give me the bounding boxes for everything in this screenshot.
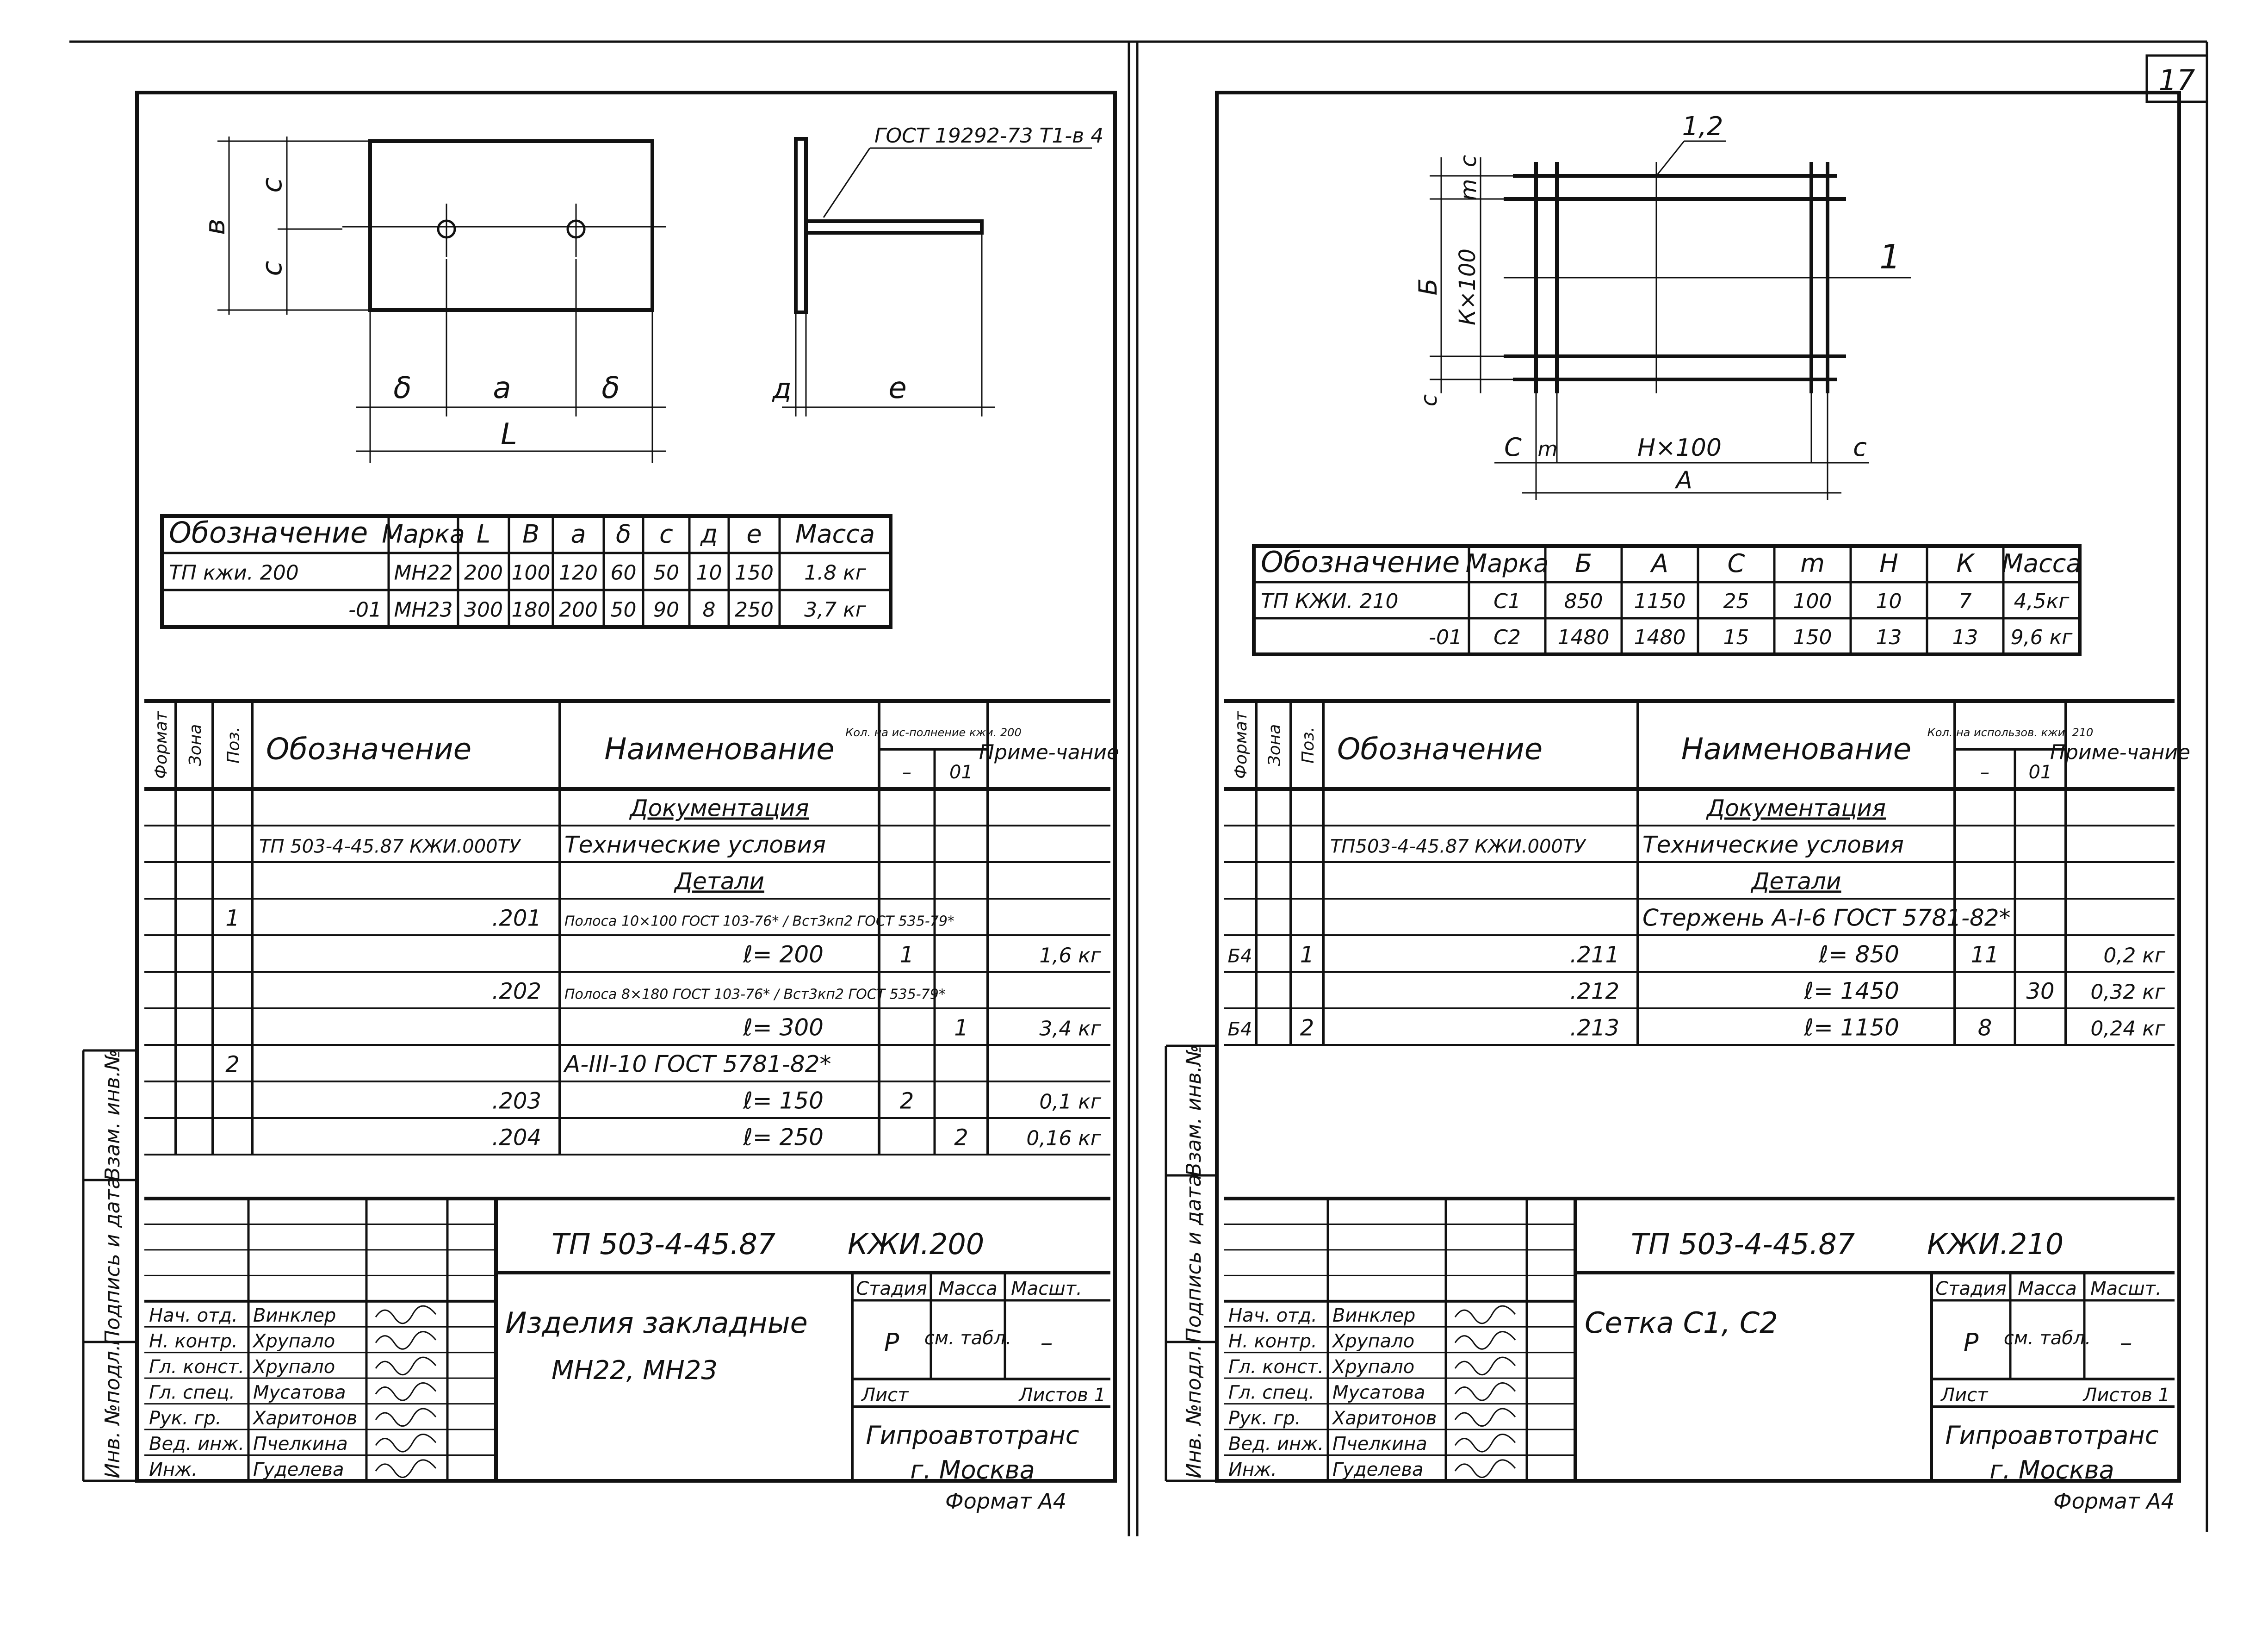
right-title-staff-name: Хрупало [1332,1330,1415,1352]
right-params-cell: 25 [1723,590,1749,614]
left-title-sheet-label: Лист [861,1385,909,1406]
mesh-dim-c-left: С [1504,433,1522,462]
left-params-cell: МН22 [394,561,453,585]
left-params-cell: 200 [559,598,598,622]
left-spec-row-qty: 1 [899,942,914,968]
right-spec-hdr-format: Формат [1232,711,1251,779]
right-params-cell: 100 [1793,590,1832,614]
right-spec-row-format: Б4 [1227,945,1252,967]
left-spec-hdr-pos: Поз. [224,727,243,764]
right-params-header: Обозначение [1261,545,1460,579]
left-spec-row-designation: .201 [492,905,541,932]
left-side-label-signature: Подпись и дата [101,1176,124,1346]
left-title-title-line2: МН22, МН23 [552,1355,718,1385]
left-params-header: B [522,519,540,549]
left-title-title-line1: Изделия закладные [505,1306,808,1340]
right-title-sheets-label: Листов 1 [2083,1385,2170,1406]
right-spec-row-note: 0,2 кг [2103,944,2165,968]
left-params-cell: 200 [464,561,503,585]
right-params-header: А [1651,549,1668,578]
right-title-block [1224,1199,2175,1485]
right-spec-row-qty-01: 30 [2026,978,2055,1005]
left-params-cell: 300 [464,598,503,622]
left-spec-row-name: ℓ= 150 [743,1087,824,1114]
right-spec-row-format: Б4 [1227,1019,1252,1040]
left-title-mass-label: Масса [938,1278,998,1299]
left-title-staff-name: Пчелкина [253,1433,348,1455]
left-side-label-replace: Взам. инв.№ [101,1049,124,1181]
left-title-staff-role: Вед. инж. [149,1433,245,1455]
right-params-cell: С1 [1493,590,1521,614]
right-spec-table [1224,701,2190,1045]
right-title-doc-code: ТП 503-4-45.87 [1631,1227,1855,1261]
right-params-table [1254,545,2082,654]
left-spec-hdr-name: Наименование [604,732,835,767]
left-params-cell: 90 [653,598,679,622]
left-title-signature [376,1357,436,1375]
left-title-staff-role: Нач. отд. [149,1305,238,1327]
right-params-cell: 1150 [1634,590,1686,614]
left-params-cell: МН23 [394,598,453,622]
mesh-dim-c-bottom: с [1416,394,1442,407]
left-params-cell: 150 [735,561,774,585]
left-title-staff-name: Харитонов [253,1408,358,1429]
right-params-header: m [1800,549,1825,578]
right-title-mass-value: см. табл. [2003,1328,2091,1349]
left-spec-hdr-zone: Зона [186,724,205,766]
right-title-stage-label: Стадия [1935,1278,2007,1299]
left-params-cell: 1.8 кг [804,561,866,585]
left-spec-row-note: 0,1 кг [1039,1090,1101,1114]
left-title-scale-label: Масшт. [1011,1278,1082,1299]
dim-b-height: в [199,218,231,235]
right-title-staff-name: Хрупало [1332,1356,1415,1378]
left-params-header: д [700,519,718,549]
left-title-staff-name: Хрупало [253,1356,335,1378]
left-spec-row-name: Детали [674,868,765,895]
left-spec-row-name: Полоса 8×180 ГОСТ 103-76* / Вст3кп2 ГОСТ 535-79* [564,986,946,1003]
left-spec-row-pos: 1 [225,905,240,932]
dim-a-mid: a [493,371,511,405]
left-title-staff-name: Хрупало [253,1330,335,1352]
left-drawing-side-view [772,124,1103,416]
left-title-signature [376,1306,436,1323]
left-params-cell: 250 [735,598,774,622]
right-params-cell: 10 [1876,590,1902,614]
right-params-cell: 13 [1952,626,1978,650]
right-spec-row-qty: 8 [1977,1015,1992,1041]
right-params-cell: 13 [1876,626,1902,650]
left-title-signature [376,1383,436,1401]
right-spec-row-note: 0,24 кг [2090,1017,2165,1041]
left-spec-row-name: Полоса 10×100 ГОСТ 103-76* / Вст3кп2 ГОСТ 535-79* [564,913,954,930]
left-spec-row-designation: .202 [492,978,541,1005]
left-title-staff-role: Рук. гр. [149,1408,222,1429]
left-title-doc-code: ТП 503-4-45.87 [552,1227,776,1261]
page-number: 17 [2158,63,2195,97]
mesh-dim-c-right: с [1853,433,1867,462]
left-title-signature [376,1409,436,1426]
right-drawing-mesh [1413,112,1911,500]
mesh-dim-A: А [1676,466,1692,494]
right-title-mass-label: Масса [2018,1278,2077,1299]
right-spec-row-note: 0,32 кг [2090,980,2165,1004]
right-title-staff-name: Мусатова [1332,1382,1425,1404]
right-title-signature [1455,1383,1515,1401]
right-title-staff-role: Гл. спец. [1228,1382,1314,1404]
left-title-staff-name: Гуделева [253,1459,344,1480]
left-spec-row-name: ℓ= 200 [743,941,824,968]
left-title-staff-role: Гл. спец. [149,1382,235,1404]
right-spec-row-name: Технические условия [1642,831,1904,858]
dim-d: д [772,373,792,405]
right-spec-row-name: ℓ= 1150 [1804,1014,1899,1041]
left-params-cell: 180 [511,598,551,622]
right-spec-row-designation: ТП503-4-45.87 КЖИ.000ТУ [1330,836,1586,857]
right-title-staff-name: Винклер [1332,1305,1416,1327]
right-params-header: Марка [1465,549,1549,578]
left-params-cell: 10 [696,561,722,585]
dim-L: L [501,417,517,452]
left-spec-row-name: А-III-10 ГОСТ 5781-82* [564,1050,831,1078]
weld-note: ГОСТ 19292-73 Т1-в 4 [874,124,1104,148]
right-title-signature [1455,1460,1515,1478]
left-params-cell: -01 [348,598,382,622]
left-params-header: Марка [382,519,465,549]
mesh-dim-m-left: m [1537,437,1558,461]
left-spec-row-name: Документация [630,795,809,822]
left-title-scale-value: – [1040,1328,1053,1357]
right-params-header: Масса [2002,549,2082,578]
left-sheet [83,93,1119,1514]
right-params-cell: 150 [1793,626,1832,650]
mesh-dim-c-top: с [1456,155,1481,168]
dim-delta-right: δ [601,371,620,405]
right-title-staff-role: Н. контр. [1228,1330,1317,1352]
left-title-mass-value: см. табл. [924,1328,1012,1349]
right-title-staff-name: Гуделева [1332,1459,1424,1480]
right-title-signature [1455,1409,1515,1426]
side-stud [806,221,982,233]
right-params-cell: 9,6 кг [2010,626,2073,650]
right-spec-hdr-qty: Кол. на использов. кжи. 210 [1927,726,2094,739]
right-spec-row-designation: .213 [1570,1015,1619,1041]
right-title-staff-role: Гл. конст. [1228,1356,1324,1378]
right-spec-row-name: Детали [1751,868,1841,895]
left-title-staff-name: Мусатова [253,1382,346,1404]
right-params-header: Б [1574,549,1593,578]
right-title-org-line2: г. Москва [1989,1455,2114,1485]
left-spec-row-name: ℓ= 250 [743,1124,824,1151]
right-spec-row-pos: 2 [1300,1015,1314,1041]
right-params-header: Н [1879,549,1898,578]
right-spec-row-name: Стержень А-I-6 ГОСТ 5781-82* [1642,904,2011,932]
right-title-sheet-label: Лист [1941,1385,1988,1406]
left-title-staff-role: Н. контр. [149,1330,238,1352]
left-spec-row-note: 3,4 кг [1039,1017,1101,1041]
right-params-cell: С2 [1493,626,1521,650]
left-params-cell: 60 [610,561,637,585]
right-params-cell: 1480 [1634,626,1686,650]
left-title-org-line1: Гипроавтотранс [866,1421,1079,1450]
left-spec-hdr-note: Приме-чание [979,740,1120,764]
right-spec-row-name: ℓ= 850 [1819,941,1899,968]
left-params-header: е [746,519,762,549]
left-title-signature [376,1332,436,1349]
right-spec-row-designation: .211 [1570,942,1619,968]
right-spec-row-name: ℓ= 1450 [1804,977,1899,1005]
left-title-doc-mark: КЖИ.200 [848,1227,985,1261]
left-spec-row-note: 0,16 кг [1026,1126,1101,1150]
dim-e: е [888,371,907,405]
right-title-staff-name: Пчелкина [1332,1433,1427,1455]
left-drawing-plate [199,137,666,463]
left-title-staff-name: Винклер [253,1305,336,1327]
right-params-cell: 1480 [1557,626,1610,650]
left-spec-row-qty-01: 1 [954,1015,968,1041]
left-params-cell: 50 [653,561,679,585]
right-sheet [1166,42,2207,1532]
left-params-header: Обозначение [169,516,368,550]
right-params-cell: 850 [1564,590,1603,614]
right-title-signature [1455,1434,1515,1452]
left-spec-hdr-qty: Кол. на ис-полнение кжи. 200 [845,726,1022,739]
plate-outline [370,141,652,310]
mesh-dim-b-height: Б [1413,278,1443,296]
mesh-dim-m-top: m [1456,179,1481,201]
left-format-label: Формат А4 [945,1489,1066,1514]
left-params-cell: ТП кжи. 200 [169,561,299,585]
right-title-title-line1: Сетка С1, С2 [1585,1306,1778,1340]
left-spec-row-pos: 2 [225,1051,240,1078]
right-title-staff-role: Вед. инж. [1228,1433,1324,1455]
right-params-cell: ТП КЖИ. 210 [1261,590,1399,614]
left-params-header: δ [615,519,632,549]
mesh-dim-k100: К×100 [1455,248,1481,325]
left-spec-hdr-format: Формат [152,711,171,779]
left-title-staff-role: Инж. [149,1459,198,1480]
right-params-cell: 7 [1958,590,1972,614]
right-spec-hdr-zone: Зона [1265,724,1284,766]
left-spec-row-note: 1,6 кг [1039,944,1101,968]
right-params-cell: 4,5кг [2014,590,2070,614]
right-title-staff-role: Нач. отд. [1228,1305,1317,1327]
left-spec-row-designation: .203 [492,1088,541,1114]
left-title-signature [376,1434,436,1452]
right-title-org-line1: Гипроавтотранс [1945,1421,2159,1450]
right-title-staff-role: Рук. гр. [1228,1408,1301,1429]
right-spec-hdr-note: Приме-чание [2050,740,2191,764]
right-format-label: Формат А4 [2053,1489,2175,1514]
right-title-signature [1455,1357,1515,1375]
dim-c-bottom: с [256,261,288,276]
left-spec-row-designation: ТП 503-4-45.87 КЖИ.000ТУ [259,836,521,857]
right-params-cell: 15 [1723,626,1749,650]
right-params-cell: -01 [1429,626,1462,650]
left-params-table [162,516,891,627]
left-spec-row-qty-01: 2 [954,1124,968,1151]
right-spec-row-designation: .212 [1570,978,1619,1005]
left-title-stage-value: Р [884,1328,899,1357]
right-params-header: К [1956,549,1974,578]
right-side-label-signature: Подпись и дата [1182,1174,1206,1343]
right-title-staff-name: Харитонов [1332,1408,1437,1429]
right-spec-row-pos: 1 [1300,942,1314,968]
right-spec-hdr-designation: Обозначение [1337,732,1543,767]
left-spec-hdr-qty-01: 01 [949,762,973,783]
left-title-sheets-label: Листов 1 [1019,1385,1106,1406]
left-params-header: с [659,519,673,549]
right-title-doc-mark: КЖИ.210 [1927,1227,2064,1261]
left-spec-row-designation: .204 [492,1124,541,1151]
right-title-stage-value: Р [1963,1328,1979,1357]
right-side-label-replace: Взам. инв.№ [1182,1044,1206,1177]
left-spec-hdr-qty-base: – [902,762,911,783]
left-params-cell: 120 [559,561,598,585]
left-title-org-line2: г. Москва [910,1455,1035,1485]
left-spec-hdr-designation: Обозначение [266,732,472,767]
right-spec-hdr-name: Наименование [1681,732,1912,767]
right-side-label-inv: Инв. №подл. [1182,1344,1206,1478]
right-title-signature [1455,1306,1515,1323]
left-params-cell: 3,7 кг [804,598,866,622]
left-spec-table [144,701,1119,1155]
dim-c-top: с [256,177,288,193]
right-spec-row-name: Документация [1707,795,1886,822]
left-spec-row-name: Технические условия [564,831,826,858]
left-spec-row-qty: 2 [899,1088,914,1114]
left-params-cell: 50 [610,598,637,622]
mesh-bar-callout: 1,2 [1682,112,1723,142]
left-title-signature [376,1460,436,1478]
left-side-label-inv: Инв. №подл. [101,1344,124,1478]
right-spec-row-qty: 11 [1971,942,1999,968]
right-spec-hdr-pos: Поз. [1299,727,1318,764]
mesh-dim-n100: Н×100 [1637,434,1722,462]
right-title-staff-role: Инж. [1228,1459,1277,1480]
mesh-pos1-callout: 1 [1879,237,1901,276]
right-spec-hdr-qty-01: 01 [2028,762,2052,783]
right-params-header: С [1727,549,1745,578]
right-title-signature [1455,1332,1515,1349]
right-title-scale-value: – [2119,1328,2132,1357]
right-title-scale-label: Масшт. [2090,1278,2162,1299]
right-spec-hdr-qty-base: – [1980,762,1989,783]
left-params-header: Масса [795,519,875,549]
left-title-stage-label: Стадия [856,1278,927,1299]
left-params-cell: 8 [702,598,716,622]
left-spec-row-name: ℓ= 300 [743,1014,824,1041]
left-params-header: a [570,519,586,549]
left-title-block [144,1199,1110,1485]
left-title-staff-role: Гл. конст. [149,1356,245,1378]
left-params-cell: 100 [511,561,551,585]
dim-delta-left: δ [393,371,412,405]
left-params-header: L [476,519,491,549]
